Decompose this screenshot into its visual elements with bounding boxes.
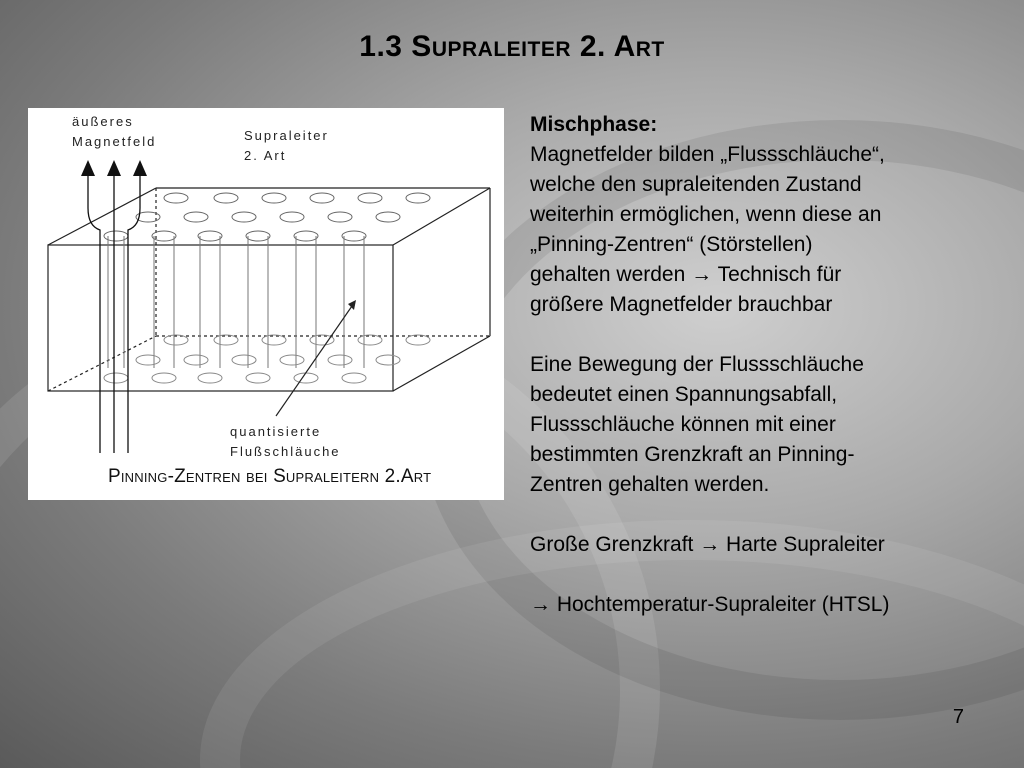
para2-line: bestimmten Grenzkraft an Pinning- <box>530 443 855 466</box>
grenzkraft-statement: Große Grenzkraft → Harte Supraleiter <box>530 533 885 556</box>
para1-line: welche den supraleitenden Zustand <box>530 173 862 196</box>
para2-line: Zentren gehalten werden. <box>530 473 770 496</box>
flux-tube-pointer <box>276 306 352 416</box>
page-number: 7 <box>952 706 964 728</box>
para1-line: Magnetfelder bilden „Flussschläuche“, <box>530 143 885 166</box>
field-arrowheads <box>81 160 147 176</box>
body-text <box>530 110 1000 620</box>
mischphase-heading: Mischphase: <box>530 113 658 136</box>
label-flux-tubes: quantisierte Flußschläuche <box>230 424 341 459</box>
top-flux-holes <box>104 193 430 241</box>
label-superconductor-type2: Supraleiter 2. Art <box>244 128 329 163</box>
para2-line: Flussschläuche können mit einer <box>530 413 836 436</box>
para1-line: gehalten werden → Technisch für <box>530 263 842 286</box>
figure-caption: Pinning-Zentren bei Supraleitern 2.Art <box>108 466 432 487</box>
label-external-field: äußeres Magnetfeld <box>72 114 157 149</box>
slide-title: 1.3 Supraleiter 2. Art <box>359 30 665 63</box>
para2-line: Eine Bewegung der Flussschläuche <box>530 353 864 376</box>
pinning-diagram <box>28 108 504 500</box>
field-lines <box>88 172 140 453</box>
para2-line: bedeutet einen Spannungsabfall, <box>530 383 838 406</box>
para1-line: „Pinning-Zentren“ (Störstellen) <box>530 233 813 256</box>
para1-line: weiterhin ermöglichen, wenn diese an <box>530 203 882 226</box>
htsl-statement: → Hochtemperatur-Supraleiter (HTSL) <box>530 593 890 616</box>
para1-line: größere Magnetfelder brauchbar <box>530 293 833 316</box>
bottom-flux-holes <box>104 335 430 383</box>
flux-tubes <box>108 236 364 368</box>
